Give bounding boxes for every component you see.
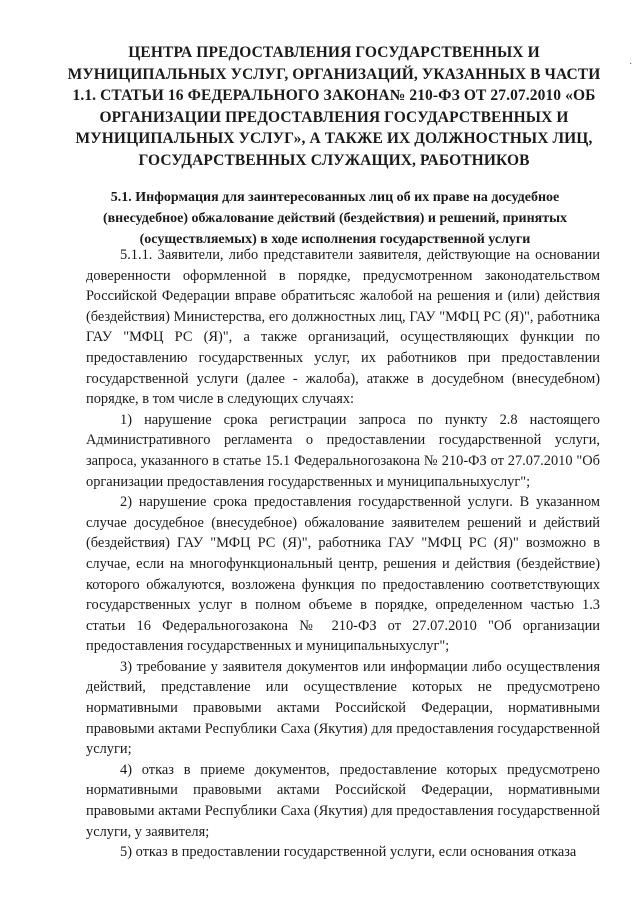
document-title: ЦЕНТРА ПРЕДОСТАВЛЕНИЯ ГОСУДАРСТВЕННЫХ И МУНИЦИПАЛЬНЫХ УСЛУГ, ОРГАНИЗАЦИЙ, УКАЗАННЫХ В ЧАСТИ 1.1. СТАТЬИ 16 ФЕДЕРАЛЬНОГО ЗАКОНА№ 210-ФЗ ОТ 27.07.2010 «ОБ ОРГАНИЗАЦИИ ПРЕДОСТАВЛЕНИЯ ГОСУДАРСТВЕННЫХ И МУНИЦИПАЛЬНЫХ УСЛУГ», А ТАКЖЕ ИХ ДОЛЖНОСТНЫХ ЛИЦ, ГОСУДАРСТВЕННЫХ СЛУЖАЩИХ, РАБОТНИКОВ xyxy=(67,44,601,169)
section-heading: 5.1. Информация для заинтересованных лиц об их праве на досудебное (внесудебное) обжалование действий (бездействия) и решений, принятых (осуществляемых) в ходе исполнения государственной услуги xyxy=(102,190,568,247)
paragraph: 5.1.1. Заявители, либо представители заявителя, действующие на основании доверенности оформленной в порядке, предусмотренном законодательством Российской Федерации вправе обратитьсяс жалобой на решения и (или) действия (бездействия) Министерства, его должностных лиц, ГАУ "МФЦ РС (Я)", работника ГАУ "МФЦ РС (Я)", а также организаций, осуществляющих функции по предоставлению государственных услуг, их работников при предоставлении государственной услуги (далее - жалоба), атакже в досудебном (внесудебном) порядке, в том числе в следующих случаях: xyxy=(86,247,600,408)
paragraph: 3) требование у заявителя документов или информации либо осуществления действий, представление или осуществление которых не предусмотрено нормативными правовыми актами Российской Федерации, нормативными правовыми актами Республики Саха (Якутия) для предоставления государственной услуги; xyxy=(86,658,600,758)
paragraph: 1) нарушение срока регистрации запроса по пункту 2.8 настоящего Административного регламента о предоставлении государственной услуги, запроса, указанного в статье 15.1 Федеральногозакона № 210-ФЗ от 27.07.2010 "Об организации предоставления государственных и муниципальныхуслуг"; xyxy=(86,411,600,490)
paragraph: 5) отказ в предоставлении государственной услуги, если основания отказа xyxy=(120,844,577,861)
margin-mark: · xyxy=(629,59,633,70)
paragraph: 4) отказ в приеме документов, предоставление которых предусмотрено нормативными правовыми актами Российской Федерации, нормативными правовыми актами Республики Саха (Якутия) для предоставления государственной услуги, у заявителя; xyxy=(86,761,600,840)
paragraph: 2) нарушение срока предоставления государственной услуги. В указанном случае досудебное (внесудебное) обжалование заявителем решений и действий (бездействия) ГАУ "МФЦ РС (Я)", работника ГАУ "МФЦ РС (Я)" возможно в случае, если на многофункциональный центр, решения и действия (бездействие) которого обжалуются, возложена функция по предоставлению соответствующих государственных услуг в полном объеме в порядке, определенном частью 1.3 статьи 16 Федеральногозакона № 210-ФЗ от 27.07.2010 "Об организации предоставления государственных и муниципальныхуслуг"; xyxy=(86,494,600,655)
document-body xyxy=(86,245,600,863)
